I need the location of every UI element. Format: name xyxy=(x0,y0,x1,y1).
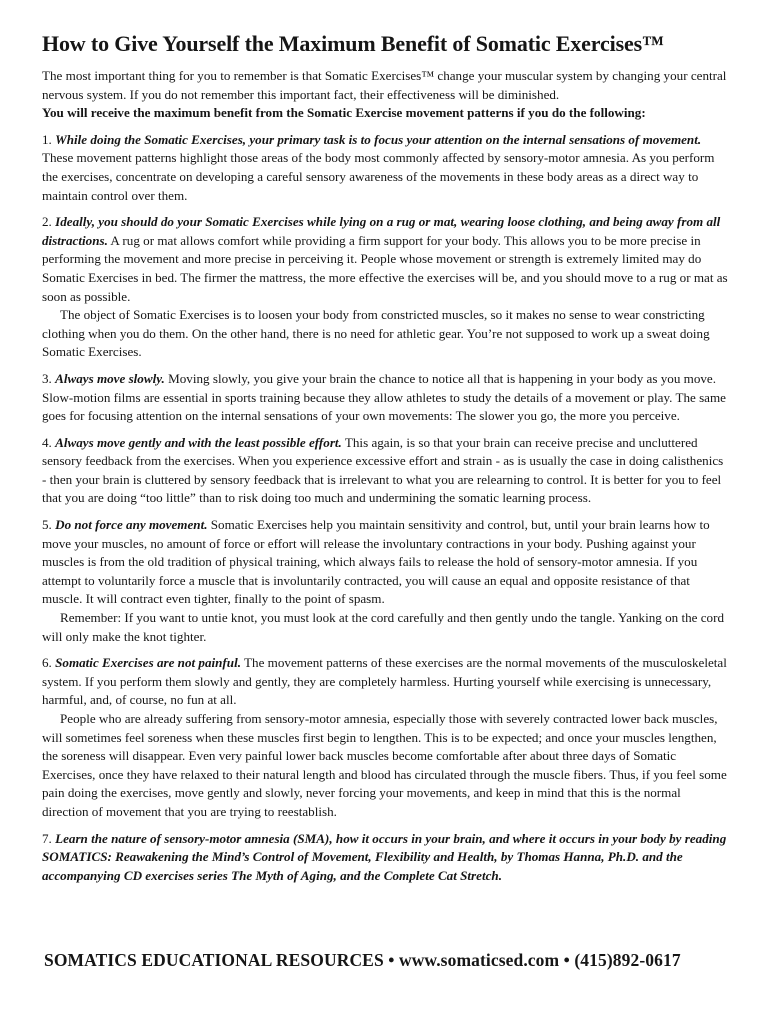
item-number: 7. xyxy=(42,830,52,846)
item-number: 5. xyxy=(42,517,52,533)
item-4 xyxy=(42,434,728,508)
item-number: 1. xyxy=(42,131,52,147)
item-5 xyxy=(42,516,728,646)
intro-instruction: You will receive the maximum benefit from the Somatic Exercise movement patterns if you do the following: xyxy=(42,105,646,121)
item-lead: Always move slowly. xyxy=(55,370,165,386)
item-lead: Do not force any movement. xyxy=(55,517,208,533)
item-lead: Ideally, you should do your Somatic Exercises while lying on a rug or mat, wearing loose clothing, and being away from all distractions. xyxy=(42,214,721,248)
item-3 xyxy=(42,370,728,426)
item-6 xyxy=(42,654,728,821)
item-number: 6. xyxy=(42,655,52,671)
item-text: A rug or mat allows comfort while providing a firm support for your body. This allows you to be more precise in performing the movement and more precise in perceiving it. People whose movement or strength is extremely limited may do Somatic Exercises in bed. The firmer the mattress, the more effective the exercises will be, and you should move to a rug or mat as soon as possible. xyxy=(42,232,728,304)
item-text: This again, is so that your brain can receive precise and uncluttered sensory feedback from the exercises. When you experience excessive effort and strain - as is usually the case in doing calisthenics - then your brain is cluttered by sensory feedback that is irrelevant to what you are relearning to control. It is better for you to feel that you are doing “too little” than to risk doing too much and undermining the somatic learning process. xyxy=(42,434,724,506)
item-text: These movement patterns highlight those areas of the body most commonly affected by sensory-motor amnesia. As you perform the exercises, concentrate on developing a careful sensory awareness of the movements in these body areas as a direct way to maintain control over them. xyxy=(42,150,715,203)
item-number: 4. xyxy=(42,434,52,450)
item-text: Somatic Exercises help you maintain sensitivity and control, but, until your brain learns how to move your muscles, no amount of force or effort will release the involuntary contractions in your body. Pushing against your muscles is from the old tradition of physical training, which always fails to release the hold of sensory-motor amnesia. If you attempt to voluntarily force a muscle that is involuntarily contracted, you will cause an equal and opposite resistance of that muscle. It will contract even tighter, finally to the point of spasm. xyxy=(42,517,710,607)
item-extra: Remember: If you want to untie knot, you must look at the cord carefully and then gently undo the tangle. Yanking on the cord will only make the knot tighter. xyxy=(42,610,725,644)
item-text: The movement patterns of these exercises are the normal movements of the musculoskeletal system. If you perform them slowly and gently, they are completely harmless. Hurting yourself while exercising is unnecessary, harmful, and, of course, no fun at all. xyxy=(42,655,727,708)
item-1 xyxy=(42,131,728,205)
item-lead: Learn the nature of sensory-motor amnesia (SMA), how it occurs in your brain, and where it occurs in your body by reading SOMATICS: Reawakening the Mind’s Control of Movement, Flexibility and Health, by Thomas Hanna, Ph.D. and the accompanying CD exercises series The Myth of Aging, and the Complete Cat Stretch. xyxy=(42,830,727,883)
item-extra: The object of Somatic Exercises is to loosen your body from constricted muscles, so it makes no sense to wear constricting clothing when you do them. On the other hand, there is no need for athletic gear. You’re not supposed to work up a sweat doing Somatic Exercises. xyxy=(42,307,710,360)
item-lead: Always move gently and with the least possible effort. xyxy=(55,434,342,450)
item-7 xyxy=(42,830,728,886)
footer-contact: SOMATICS EDUCATIONAL RESOURCES • www.somaticsed.com • (415)892-0617 xyxy=(44,950,681,970)
item-number: 3. xyxy=(42,370,52,386)
item-lead: While doing the Somatic Exercises, your primary task is to focus your attention on the internal sensations of movement. xyxy=(55,131,702,147)
item-extra: People who are already suffering from sensory-motor amnesia, especially those with severely contracted lower back muscles, will sometimes feel soreness when these muscles first begin to lengthen. This is to be expected; and once your muscles lengthen, the soreness will disappear. Even very painful lower back muscles become comfortable after about three days of Somatic Exercises, once they have relaxed to their natural length and blood has circulated through the muscle fibers. Thus, if you feel some pain doing the exercises, move gently and slowly, never forcing your movements, and keep in mind that this is the normal direction of movement that you are trying to reestablish. xyxy=(42,711,727,819)
item-text: Moving slowly, you give your brain the chance to notice all that is happening in your body as you move. Slow-motion films are essential in sports training because they allow athletes to study the details of a movement or play. The same goes for focusing attention on the internal sensations of your own movements: The slower you go, the more you perceive. xyxy=(42,370,726,424)
item-number: 2. xyxy=(42,214,52,230)
item-lead: Somatic Exercises are not painful. xyxy=(55,655,241,671)
intro-paragraph: The most important thing for you to remember is that Somatic Exercises™ change your muscular system by changing your central nervous system. If you do not remember this important fact, their effectiveness will be diminished. xyxy=(42,68,727,102)
item-2 xyxy=(42,213,728,362)
page-title: How to Give Yourself the Maximum Benefit of Somatic Exercises™ xyxy=(42,31,664,56)
